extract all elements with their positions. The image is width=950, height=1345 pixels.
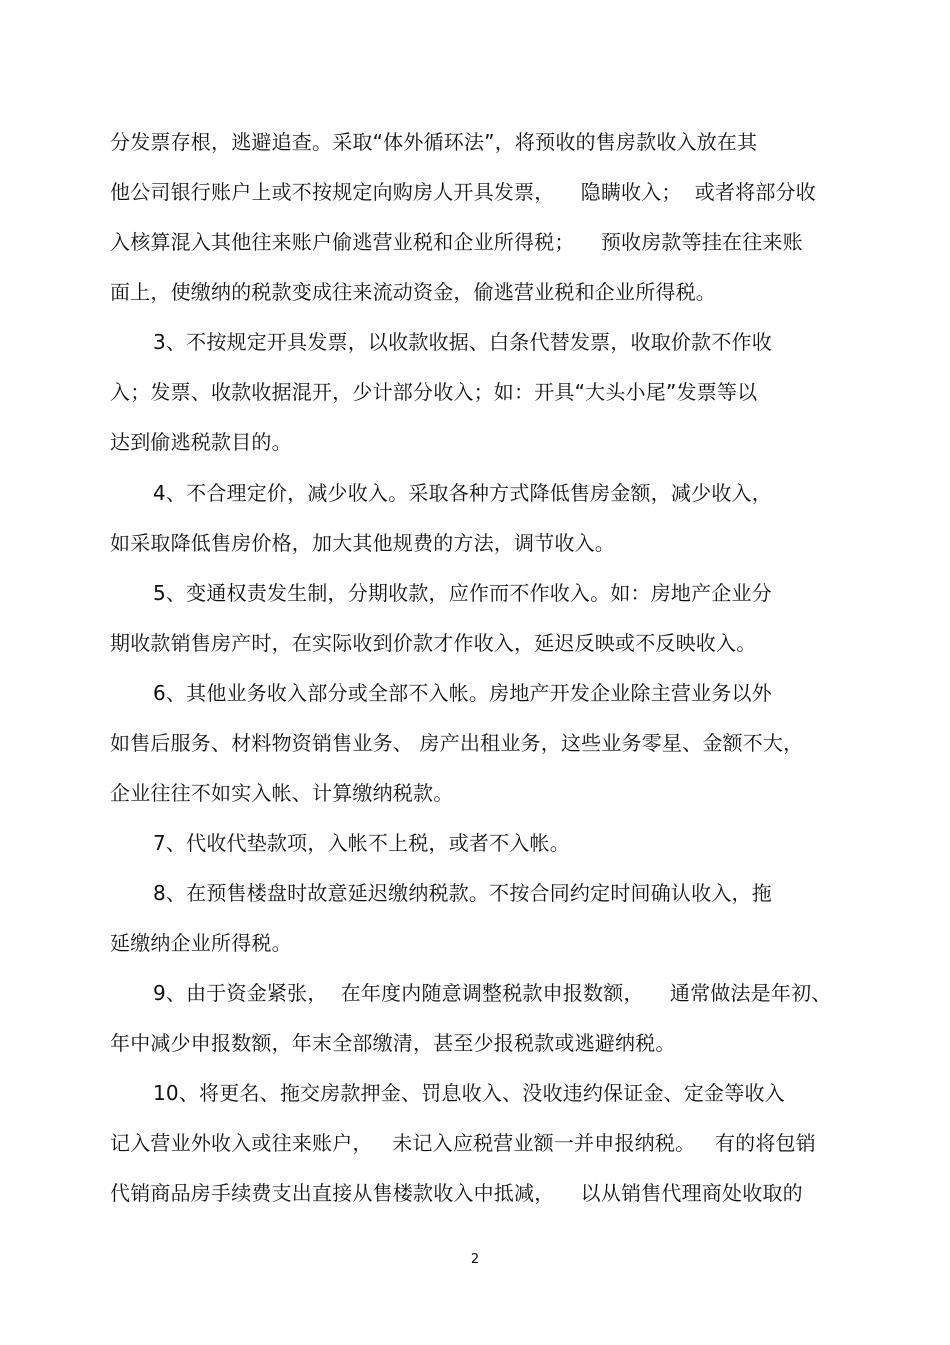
text-line: 分发票存根，逃避追查。采取“体外循环法”，将预收的售房款收入放在其 [110, 130, 758, 154]
text-line: 6、其他业务收入部分或全部不入帐。房地产开发企业除主营业务以外 [153, 681, 772, 705]
text-line: 入；发票、收款收据混开，少计部分收入；如：开具“大头小尾”发票等以 [110, 380, 758, 404]
text-line: 如采取降低售房价格，加大其他规费的方法，调节收入。 [110, 531, 615, 555]
text-line: 面上，使缴纳的税款变成往来流动资金，偷逃营业税和企业所得税。 [110, 280, 716, 304]
text-line: 10、将更名、拖交房款押金、罚息收入、没收违约保证金、定金等收入 [153, 1081, 785, 1105]
text-line: 4、不合理定价，减少收入。采取各种方式降低售房金额，减少收入， [153, 481, 772, 505]
text-line: 入核算混入其他往来账户偷逃营业税和企业所得税； 预收房款等挂在往来账 [110, 230, 803, 254]
text-line: 期收款销售房产时，在实际收到价款才作收入，延迟反映或不反映收入。 [110, 631, 757, 655]
text-line: 延缴纳企业所得税。 [110, 931, 292, 955]
text-line: 8、在预售楼盘时故意延迟缴纳税款。不按合同约定时间确认收入，拖 [153, 881, 772, 905]
text-line: 达到偷逃税款目的。 [110, 430, 292, 454]
text-line: 5、变通权责发生制，分期收款，应作而不作收入。如：房地产企业分 [153, 581, 772, 605]
page-number: 2 [470, 1252, 480, 1267]
text-line: 代销商品房手续费支出直接从售楼款收入中抵减， 以从销售代理商处收取的 [110, 1181, 803, 1205]
text-line: 企业往往不如实入帐、计算缴纳税款。 [110, 781, 454, 805]
text-line: 年中减少申报数额，年末全部缴清，甚至少报税款或逃避纳税。 [110, 1031, 676, 1055]
text-line: 记入营业外收入或往来账户， 未记入应税营业额一并申报纳税。 有的将包销 [110, 1131, 816, 1155]
text-line: 3、不按规定开具发票，以收款收据、白条代替发票，收取价款不作收 [153, 330, 772, 354]
text-line: 如售后服务、材料物资销售业务、 房产出租业务，这些业务零星、金额不大， [110, 731, 804, 755]
text-line: 他公司银行账户上或不按规定向购房人开具发票， 隐瞒收入； 或者将部分收 [110, 180, 816, 204]
text-line: 7、代收代垫款项，入帐不上税，或者不入帐。 [153, 831, 570, 855]
text-line: 9、由于资金紧张， 在年度内随意调整税款申报数额， 通常做法是年初、 [153, 981, 832, 1005]
